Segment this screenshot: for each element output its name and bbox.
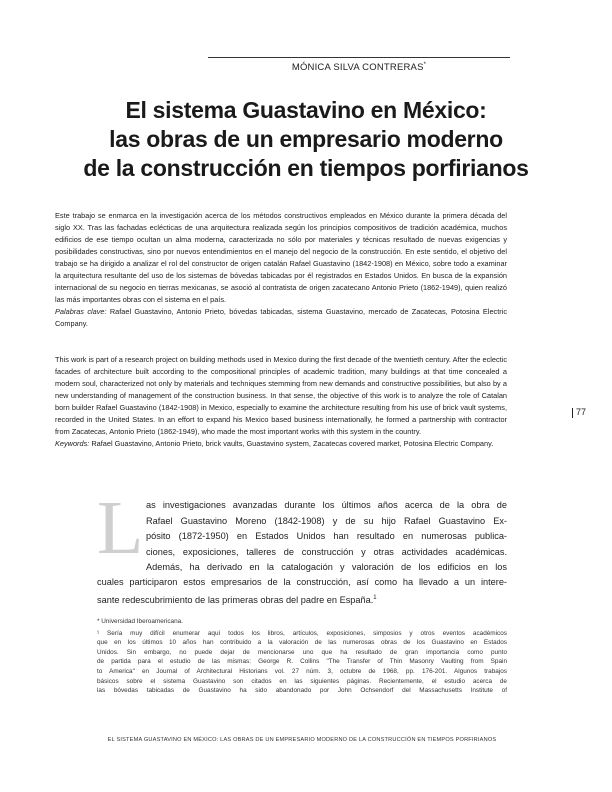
keywords-spanish-label: Palabras clave: <box>55 307 107 316</box>
footnote-line: las bóvedas tabicadas de Guastavino ha sido abandonado por John Ochsendorf del Massachusetts Institute of <box>97 687 507 695</box>
abstract-spanish <box>55 210 507 330</box>
author-name: MÓNICA SILVA CONTRERAS <box>291 62 424 74</box>
page-number <box>572 407 586 418</box>
title-line-2: las obras de un empresario moderno <box>109 126 503 152</box>
body-line-last <box>97 591 507 609</box>
header-rule <box>208 57 510 58</box>
abstract-english-text: This work is part of a research project on building methods used in Mexico during the first decade of the twentieth century. After the eclectic facades of architecture built according to the compositional principles of academic tradition, many buildings at that time concealed a modern soul, characterized not only by materials and techniques stemming from new demands and constructive possibilities, but also by a new understanding of management of the construction business. In that sense, the objective of this work is to analyze the role of Catalan born builder Rafael Guastavino (1842-1908) in Mexico, especially to examine the architecture resulting from his use of brick vault systems, recorded in the United States. In an effort to expand his Mexico based business internationally, he formed a partnership with contractor from Zacatecas, Antonio Prieto (1862-1949), who made the most important works with this system in the country. <box>55 355 507 436</box>
body-line: Además, ha derivado en la catalogación y valoración de los edificios en los <box>146 562 507 572</box>
body-paragraph-indented <box>146 498 507 576</box>
drop-cap: L <box>97 486 144 570</box>
footnote-line: to America" en Journal of Architectural Historians vol. 27 núm. 3, octubre de 1968, pp. 176-201. Algunos trabajos <box>97 667 507 675</box>
abstract-english <box>55 354 507 450</box>
article-title <box>40 96 572 183</box>
author-footnote-mark: * <box>423 62 427 68</box>
body-line: cuales participaron estos empresarios de la construcción, así como ha llevado a un intere- <box>97 577 507 587</box>
author-line <box>208 62 510 73</box>
title-line-3: de la construcción en tiempos porfirianos <box>83 155 529 181</box>
footnote-line: de partida para el estudio de las mismas: George R. Collins "The Transfer of Thin Masonry Vaulting from Spain <box>97 658 507 666</box>
footnote-1 <box>97 629 507 696</box>
footnote-line: que en los últimos 10 años han contribuido a la valoración de las numerosas obras de los Guastavino en Estados <box>97 639 507 647</box>
keywords-english-text: Rafael Guastavino, Antonio Prieto, brick vaults, Guastavino system, Zacatecas covered market, Potosina Electric Company. <box>91 439 494 448</box>
keywords-english-label: Keywords: <box>55 439 90 448</box>
keywords-spanish-text: Rafael Guastavino, Antonio Prieto, bóvedas tabicadas, sistema Guastavino, mercado de Zacatecas, Potosina Electric Company. <box>55 307 507 328</box>
page-number-bar <box>572 408 573 418</box>
body-line: ciones, exposiciones, talleres de construcción y otras actividades académicas. <box>146 546 507 557</box>
keywords-spanish <box>55 306 507 330</box>
abstract-spanish-text: Este trabajo se enmarca en la investigación acerca de los métodos constructivos empleados en México durante la primera década del siglo XX. Tras las fachadas eclécticas de una arquitectura realizada según los principios compositivos de tradición académica, muchos edificios de ese tiempo ocultan un alma moderna, caracterizada no sólo por materiales y técnicas resultado de nuevas exigencias y posibilidades constructivas, sino por nuevos entendimientos en el manejo del negocio de la construcción. En este sentido, el objetivo del trabajo se ha dirigido a analizar el rol del constructor de origen catalán Rafael Guastavino (1842-1908) en México, sobre todo a examinar la arquitectura resultante del uso de los sistemas de bóvedas tabicadas por él registrados en Estados Unidos. En busca de la expansión internacional de su negocio en tierras mexicanas, se asoció al contratista de origen zacatecano Antonio Prieto (1862-1949), quien realizó las más importantes obras con el sistema en el país. <box>55 211 507 304</box>
body-line: Rafael Guastavino Moreno (1842-1908) y de su hijo Rafael Guastavino Ex- <box>146 515 507 526</box>
footnote-line: básicos sobre el sistema Guastavino son citados en las siguientes páginas. Recientemente, el estudio acerca de <box>97 677 507 685</box>
page-number-text: 77 <box>576 407 587 417</box>
footnote-ref-1[interactable]: 1 <box>373 594 377 601</box>
body-line-text: sante redescubrimiento de las primeras obras del padre en España. <box>97 594 374 605</box>
running-footer: EL SISTEMA GUASTAVINO EN MÉXICO: LAS OBRAS DE UN EMPRESARIO MODERNO DE LA CONSTRUCCIÓN EN TIEMPOS PORFIRIANOS <box>107 737 497 743</box>
title-line-1: El sistema Guastavino en México: <box>125 97 487 123</box>
keywords-english <box>55 438 507 450</box>
footnote-line: Unidos. Sin embargo, no puede dejar de mencionarse uno que ha resultado de gran importancia como punto <box>97 648 507 656</box>
body-line: as investigaciones avanzadas durante los últimos años acerca de la obra de <box>146 500 507 510</box>
body-line: pósito (1872-1950) en Estados Unidos han resultado en numerosas publica- <box>146 531 507 541</box>
footnote-line: ¹ Sería muy difícil enumerar aquí todos los libros, artículos, exposiciones, simposios y otros eventos académicos <box>97 629 507 637</box>
body-paragraph-full <box>97 575 507 608</box>
footnote-affiliation: * Universidad Iberoamericana. <box>97 618 183 625</box>
footnotes <box>97 617 507 696</box>
